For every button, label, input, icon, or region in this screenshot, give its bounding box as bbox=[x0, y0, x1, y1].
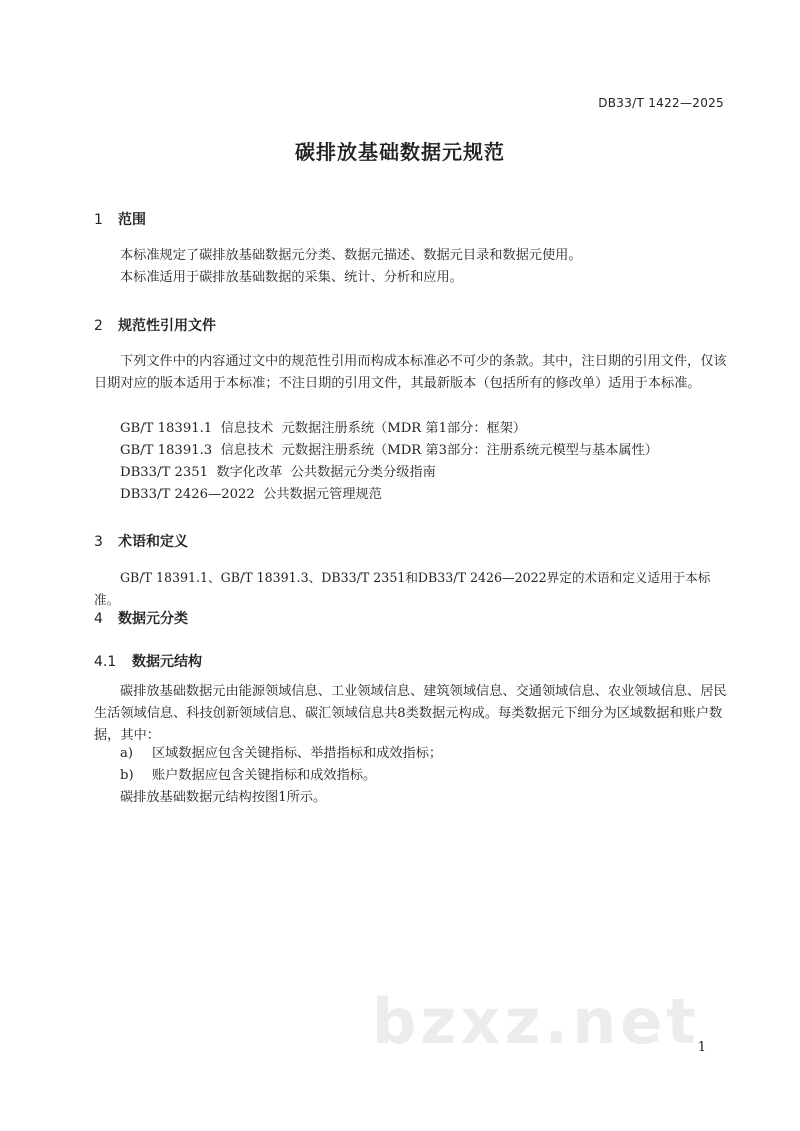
list-item bbox=[120, 764, 376, 783]
reference-item: GB/T 18391.3 信息技术 元数据注册系统（MDR 第3部分：注册系统元模型与基本属性） bbox=[120, 443, 658, 458]
list-text: 区域数据应包含关键指标、举措指标和成效指标； bbox=[152, 746, 443, 761]
paragraph: GB/T 18391.1、GB/T 18391.3、DB33/T 2351和DB33/T 2426—2022界定的术语和定义适用于本标准。 bbox=[94, 570, 711, 607]
list-item bbox=[120, 742, 442, 761]
section-title: 数据元分类 bbox=[118, 611, 188, 627]
watermark: bzxz.net bbox=[372, 985, 700, 1058]
section-number: 2 bbox=[94, 318, 103, 334]
paragraph: 本标准适用于碳排放基础数据的采集、统计、分析和应用。 bbox=[120, 270, 463, 285]
standard-code: DB33/T 1422—2025 bbox=[598, 96, 724, 110]
section-number: 3 bbox=[94, 534, 103, 550]
paragraph: 本标准规定了碳排放基础数据元分类、数据元描述、数据元目录和数据元使用。 bbox=[120, 248, 582, 263]
section-title: 术语和定义 bbox=[118, 534, 188, 550]
paragraph: 下列文件中的内容通过文中的规范性引用而构成本标准必不可少的条款。其中，注日期的引用文件，仅该日期对应的版本适用于本标准；不注日期的引用文件，其最新版本（包括所有的修改单）适用于本标准。 bbox=[94, 354, 727, 391]
section-3-heading bbox=[94, 531, 188, 551]
list-marker: b) bbox=[120, 768, 134, 783]
reference-item: DB33/T 2351 数字化改革 公共数据元分类分级指南 bbox=[120, 465, 436, 480]
section-title: 范围 bbox=[118, 212, 146, 228]
paragraph: 碳排放基础数据元由能源领域信息、工业领域信息、建筑领域信息、交通领域信息、农业领域信息、居民生活领域信息、科技创新领域信息、碳汇领域信息共8类数据元构成。每类数据元下细分为区域数据和账户数据，其中： bbox=[94, 684, 727, 743]
list-marker: a) bbox=[120, 746, 134, 761]
subsection-4-1-heading bbox=[94, 651, 202, 671]
section-2-heading bbox=[94, 315, 216, 335]
subsection-title: 数据元结构 bbox=[132, 654, 202, 670]
reference-item: DB33/T 2426—2022 公共数据元管理规范 bbox=[120, 487, 382, 502]
section-number: 1 bbox=[94, 212, 103, 228]
section-title: 规范性引用文件 bbox=[118, 318, 216, 334]
document-title: 碳排放基础数据元规范 bbox=[295, 140, 505, 164]
page-number: 1 bbox=[697, 1040, 706, 1055]
reference-item: GB/T 18391.1 信息技术 元数据注册系统（MDR 第1部分：框架） bbox=[120, 421, 527, 436]
subsection-number: 4.1 bbox=[94, 654, 117, 670]
section-1-heading bbox=[94, 209, 146, 229]
closing-paragraph: 碳排放基础数据元结构按图1所示。 bbox=[120, 790, 327, 805]
section-number: 4 bbox=[94, 611, 103, 627]
section-4-heading bbox=[94, 608, 188, 628]
list-text: 账户数据应包含关键指标和成效指标。 bbox=[152, 768, 377, 783]
